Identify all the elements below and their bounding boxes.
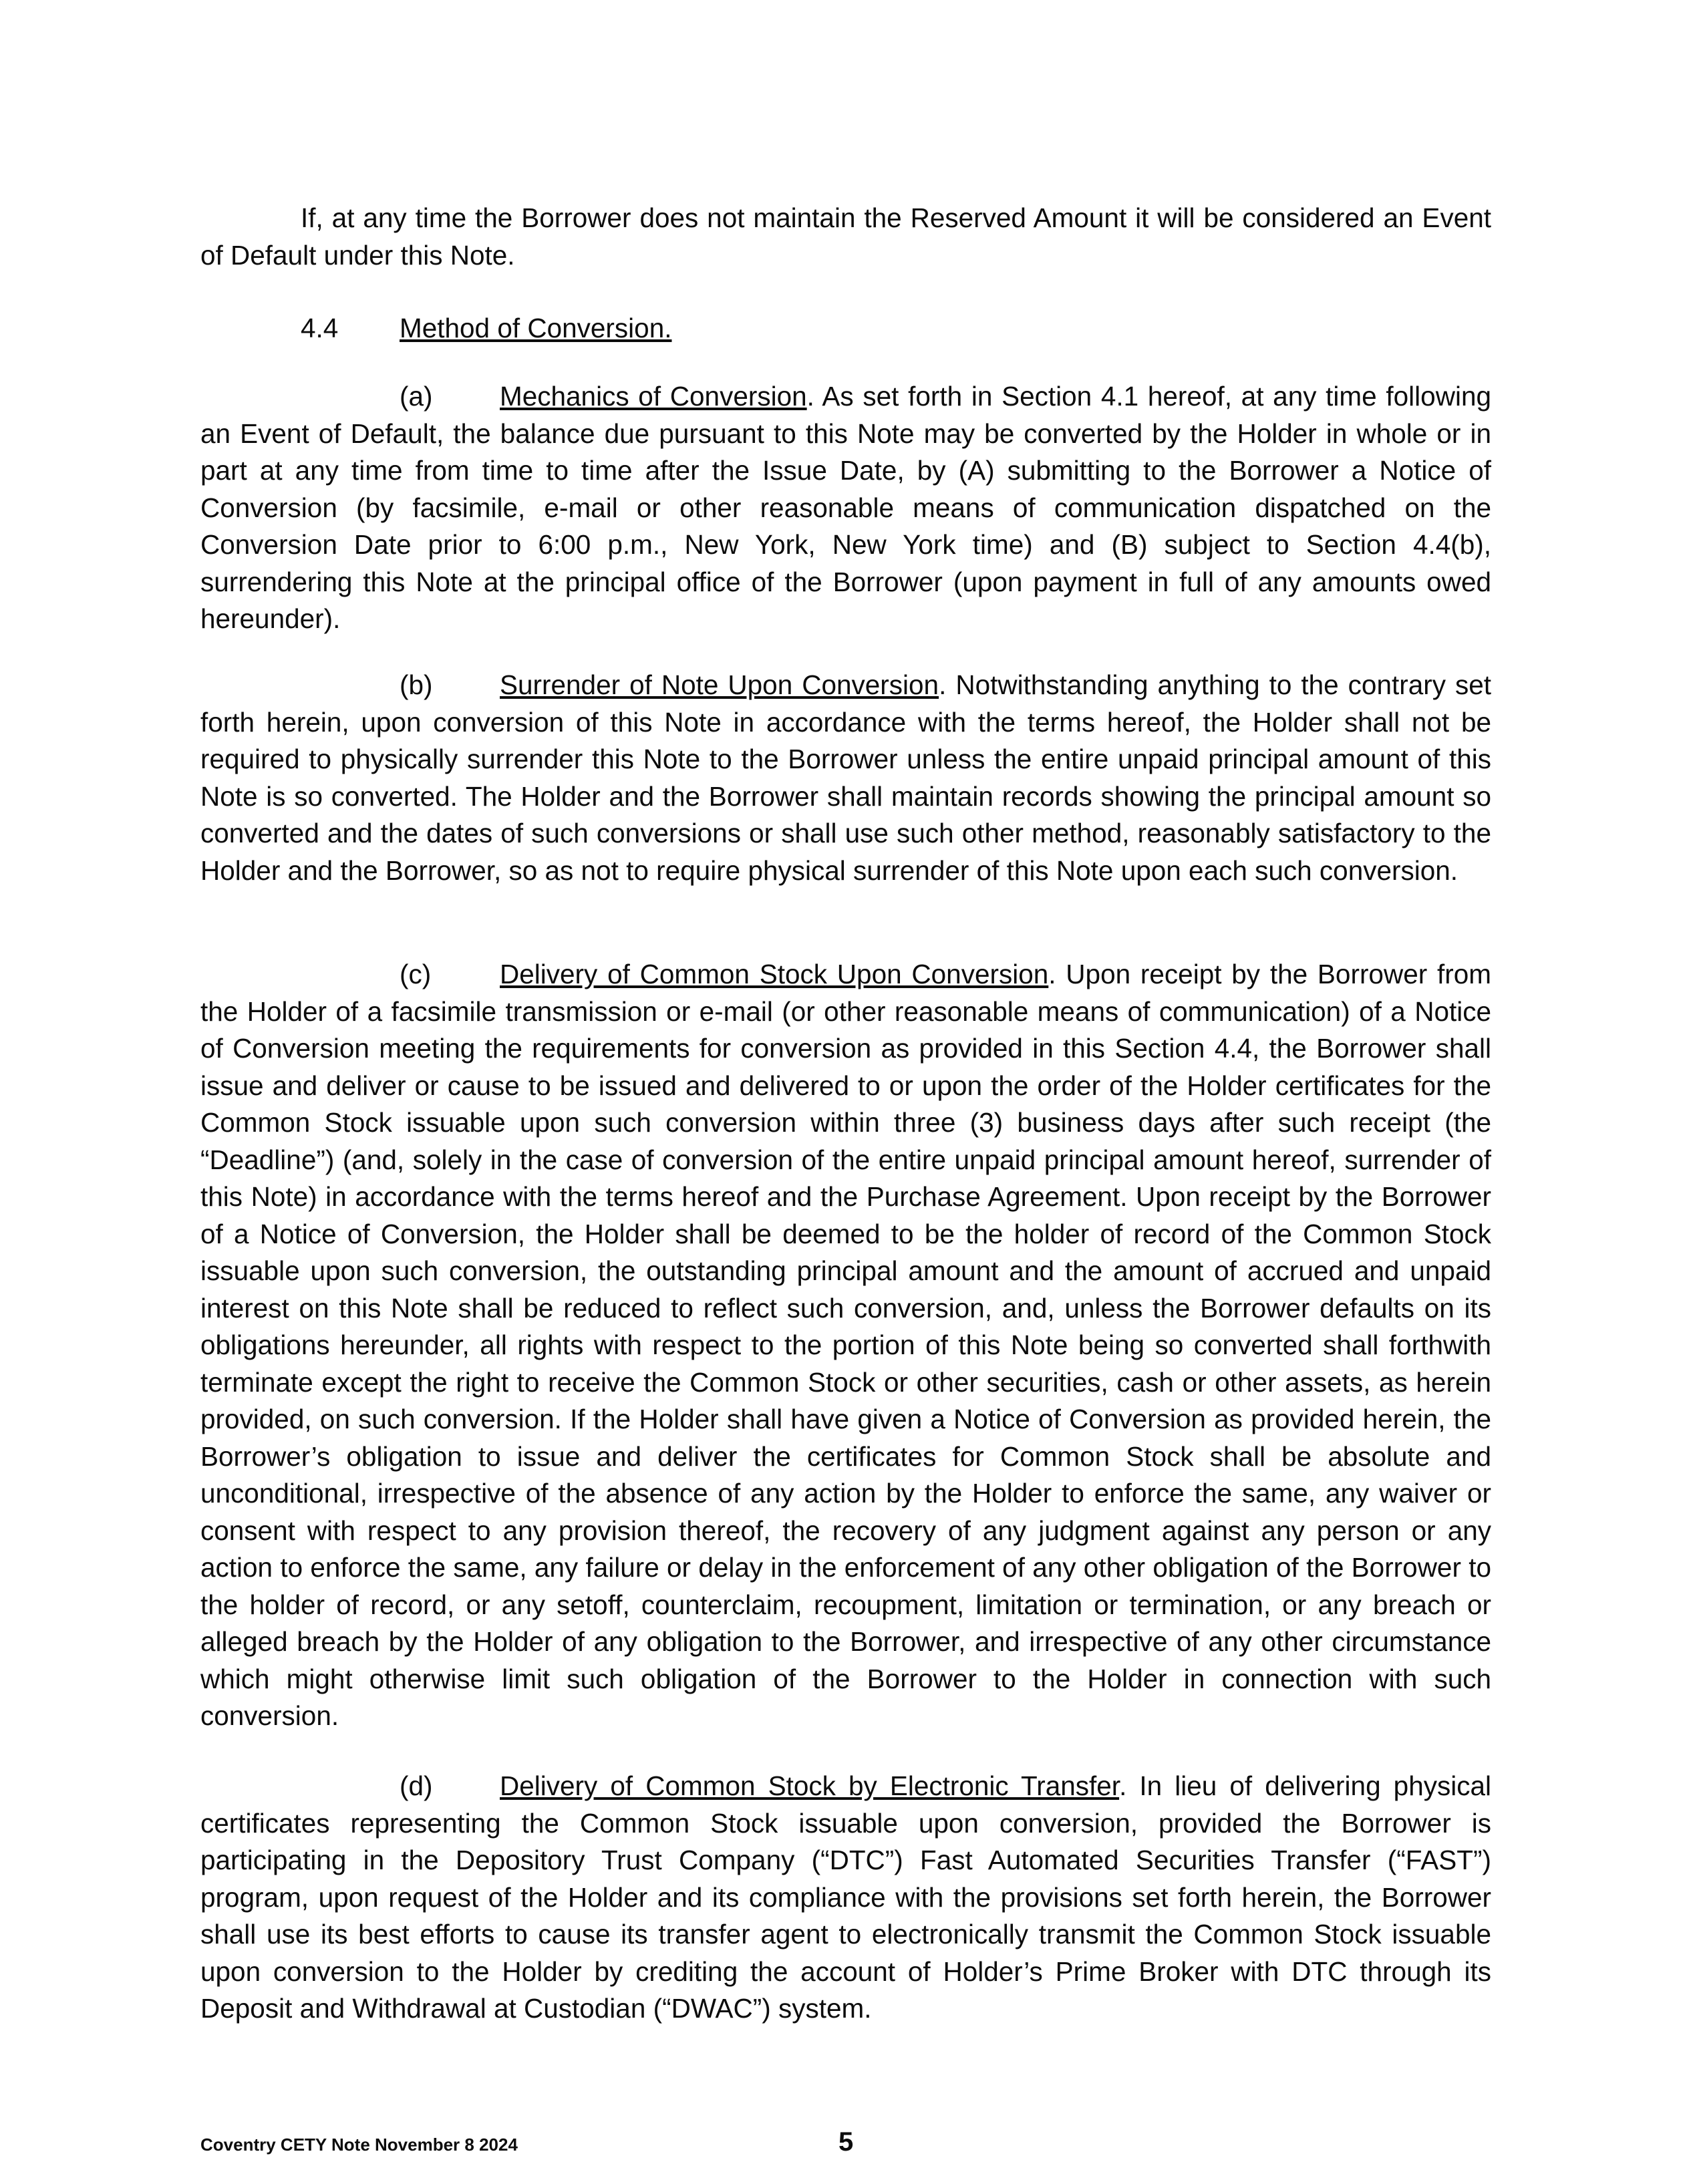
subsection-heading: Mechanics of Conversion: [500, 381, 807, 412]
subsection-label: (b): [400, 669, 433, 700]
subsection-body: . As set forth in Section 4.1 hereof, at any time following an Event of Default, the balance due pursuant to this Note may be converted by the Holder in whole or in part at any time from time to time after the Issue Date, by (A) submitting to the Borrower a Notice of Conversion (by facsimile, e-mail or other reasonable means of communication dispatched on the Conversion Date prior to 6:00 p.m., New York, New York time) and (B) subject to Section 4.4(b), surrendering this Note at the principal office of the Borrower (upon payment in full of any amounts owed hereunder).: [200, 381, 1491, 634]
section-title: Method of Conversion.: [400, 313, 672, 343]
subsection-body: . Notwithstanding anything to the contrary set forth herein, upon conversion of this Note in accordance with the terms hereof, the Holder shall not be required to physically surrender this Note to the Borrower unless the entire unpaid principal amount of this Note is so converted. The Holder and the Borrower shall maintain records showing the principal amount so converted and the dates of such conversions or shall use such other method, reasonably satisfactory to the Holder and the Borrower, so as not to require physical surrender of this Note upon each such conversion.: [200, 669, 1491, 886]
subsection-b: [200, 667, 1491, 889]
intro-paragraph: [200, 200, 1491, 274]
subsection-c: [200, 956, 1491, 1735]
footer-document-name: Coventry CETY Note November 8 2024: [200, 2135, 518, 2155]
subsection-label: (d): [400, 1770, 433, 1801]
subsection-d: [200, 1768, 1491, 2028]
subsection-label: (a): [400, 381, 433, 412]
subsection-heading: Delivery of Common Stock Upon Conversion: [500, 959, 1049, 989]
subsection-a: [200, 378, 1491, 638]
subsection-heading: Delivery of Common Stock by Electronic Transfer: [500, 1770, 1120, 1801]
subsection-body: . Upon receipt by the Borrower from the Holder of a facsimile transmission or e-mail (or other reasonable means of communication) of a Notice of Conversion meeting the requirements for conversion as provided in this Section 4.4, the Borrower shall issue and deliver or cause to be issued and delivered to or upon the order of the Holder certificates for the Common Stock issuable upon such conversion within three (3) business days after such receipt (the “Deadline”) (and, solely in the case of conversion of the entire unpaid principal amount hereof, surrender of this Note) in accordance with the terms hereof and the Purchase Agreement. Upon receipt by the Borrower of a Notice of Conversion, the Holder shall be deemed to be the holder of record of the Common Stock issuable upon such conversion, the outstanding principal amount and the amount of accrued and unpaid interest on this Note shall be reduced to reflect such conversion, and, unless the Borrower defaults on its obligations hereunder, all rights with respect to the portion of this Note being so converted shall forthwith terminate except the right to receive the Common Stock or other securities, cash or other assets, as herein provided, on such conversion. If the Holder shall have given a Notice of Conversion as provided herein, the Borrower’s obligation to issue and deliver the certificates for Common Stock shall be absolute and unconditional, irrespective of the absence of any action by the Holder to enforce the same, any waiver or consent with respect to any provision thereof, the recovery of any judgment against any person or any action to enforce the same, any failure or delay in the enforcement of any other obligation of the Borrower to the holder of record, or any setoff, counterclaim, recoupment, limitation or termination, or any breach or alleged breach by the Holder of any obligation to the Borrower, and irrespective of any other circumstance which might otherwise limit such obligation of the Borrower to the Holder in connection with such conversion.: [200, 959, 1492, 1731]
subsection-label: (c): [400, 959, 432, 989]
subsection-heading: Surrender of Note Upon Conversion: [500, 669, 939, 700]
page-number: 5: [838, 2127, 854, 2157]
section-number: 4.4: [301, 313, 339, 343]
intro-text: If, at any time the Borrower does not maintain the Reserved Amount it will be considered an Event of Default under this Note.: [200, 202, 1491, 271]
subsection-body: . In lieu of delivering physical certificates representing the Common Stock issuable upon conversion, provided the Borrower is participating in the Depository Trust Company (“DTC”) Fast Automated Securities Transfer (“FAST”) program, upon request of the Holder and its compliance with the provisions set forth herein, the Borrower shall use its best efforts to cause its transfer agent to electronically transmit the Common Stock issuable upon conversion to the Holder by crediting the account of Holder’s Prime Broker with DTC through its Deposit and Withdrawal at Custodian (“DWAC”) system.: [200, 1770, 1491, 2024]
